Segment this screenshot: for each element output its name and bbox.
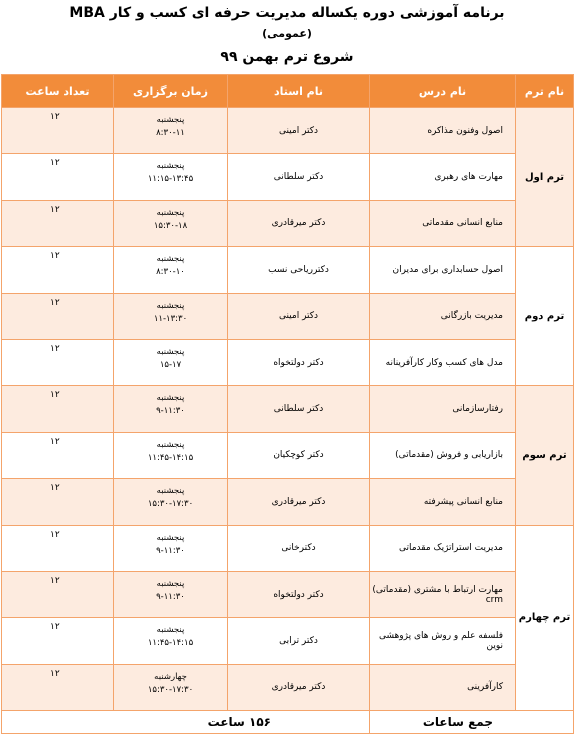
session-hours-range: ۸:۳۰-۱۱ [156,128,185,138]
session-day: پنجشنبه [156,439,185,450]
session-day: پنجشنبه [156,115,185,125]
hours-count: ۱۲ [2,618,114,664]
session-time [114,154,228,200]
session-time [114,432,228,478]
session-day: پنجشنبه [156,486,185,497]
teacher-name: دکتر سلطانی [228,154,370,200]
term-start: شروع ترم بهمن ۹۹ [220,49,354,65]
col-hours-header: تعداد ساعت [2,75,114,108]
table-row [2,339,574,385]
hours-count: ۱۲ [2,154,114,200]
table-row [2,200,574,246]
session-day: پنجشنبه [156,161,185,172]
total-row [2,711,574,734]
teacher-name: دکترخانی [228,525,370,571]
course-name: مدیریت بازرگانی [370,293,516,339]
page-subtitle: (عمومی) [262,27,312,40]
session-hours-range: ۱۱:۱۵-۱۳:۴۵ [147,174,194,185]
session-day: چهارشنبه [154,671,187,682]
term-name: ترم اول [516,108,574,247]
session-hours-range: ۹-۱۱:۳۰ [156,591,185,602]
session-hours-range: ۸:۳۰-۱۰ [156,267,185,278]
session-hours-range: ۱۱:۴۵-۱۴:۱۵ [147,638,194,649]
teacher-name: دکتر میرقادری [228,479,370,525]
session-time [114,108,228,154]
schedule-table [1,74,574,734]
session-time [114,664,228,710]
session-time [114,200,228,246]
course-name: مدیریت استراتژیک مقدماتی [370,525,516,571]
table-row [2,618,574,664]
table-row [2,479,574,525]
course-name: اصول حسابداری برای مدیران [370,247,516,293]
table-row [2,571,574,617]
teacher-name: دکتر سلطانی [228,386,370,432]
table-row [2,525,574,571]
course-name: منابع انسانی مقدماتی [370,200,516,246]
col-teacher-header: نام استاد [228,75,370,108]
course-name: مهارت ارتباط با مشتری (مقدماتی) crm [370,571,516,617]
session-hours-range: ۱۱:۴۵-۱۴:۱۵ [147,452,194,463]
course-name: فلسفه علم و روش های پژوهشی نوین [370,618,516,664]
course-name: کارآفرینی [370,664,516,710]
session-hours-range: ۱۵-۱۷ [159,359,182,370]
hours-count: ۱۲ [2,247,114,293]
session-hours-range: ۱۵:۳۰-۱۷:۳۰ [147,684,194,695]
hours-count: ۱۲ [2,200,114,246]
page-header [0,0,574,72]
session-time [114,618,228,664]
hours-count: ۱۲ [2,108,114,154]
session-day: پنجشنبه [156,578,185,589]
teacher-name: دکتر میرقادری [228,664,370,710]
course-name: اصول وفنون مذاکره [370,108,516,154]
session-day: پنجشنبه [156,207,185,218]
teacher-name: دکتر ترابی [228,618,370,664]
session-day: پنجشنبه [156,393,185,404]
table-row [2,293,574,339]
session-hours-range: ۱۵:۳۰-۱۸ [153,220,188,231]
table-row [2,664,574,710]
session-time [114,247,228,293]
session-time [114,525,228,571]
teacher-name: دکتر میرقادری [228,200,370,246]
session-hours-range: ۱۱-۱۳:۳۰ [153,313,188,324]
course-name: مهارت های رهبری [370,154,516,200]
session-day: پنجشنبه [156,625,185,636]
session-time [114,293,228,339]
course-name: رفتارسازمانی [370,386,516,432]
teacher-name: دکتر دولتخواه [228,571,370,617]
session-day: پنجشنبه [156,532,185,543]
session-time [114,479,228,525]
col-time-header: زمان برگزاری [114,75,228,108]
hours-count: ۱۲ [2,571,114,617]
session-time [114,571,228,617]
course-name: منابع انسانی پیشرفته [370,479,516,525]
term-name: ترم دوم [516,247,574,386]
hours-count: ۱۲ [2,339,114,385]
hours-count: ۱۲ [2,386,114,432]
hours-count: ۱۲ [2,432,114,478]
hours-count: ۱۲ [2,293,114,339]
session-day: پنجشنبه [156,300,185,311]
col-term-header: نام ترم [516,75,574,108]
table-row [2,247,574,293]
teacher-name: دکتر کوچکیان [228,432,370,478]
session-hours-range: ۹-۱۱:۳۰ [156,545,185,556]
col-course-header: نام درس [370,75,516,108]
course-name: مدل های کسب وکار کارآفرینانه [370,339,516,385]
hours-count: ۱۲ [2,479,114,525]
total-value: ۱۵۶ ساعت [2,711,370,734]
session-time [114,339,228,385]
session-hours-range: ۱۵:۳۰-۱۷:۳۰ [147,499,194,510]
page-title: برنامه آموزشی دوره یکساله مدیریت حرفه ای کسب و کار MBA [69,5,505,21]
session-hours-range: ۹-۱۱:۳۰ [156,406,185,417]
teacher-name: دکتر امینی [228,293,370,339]
schedule-body [2,108,574,711]
table-row [2,386,574,432]
table-row [2,108,574,154]
teacher-name: دکترریاحی نسب [228,247,370,293]
term-name: ترم چهارم [516,525,574,711]
hours-count: ۱۲ [2,525,114,571]
table-row [2,154,574,200]
teacher-name: دکتر امینی [228,108,370,154]
course-name: بازاریابی و فروش (مقدماتی) [370,432,516,478]
session-day: پنجشنبه [156,254,185,265]
session-day: پنجشنبه [156,346,185,357]
table-row [2,432,574,478]
teacher-name: دکتر دولتخواه [228,339,370,385]
table-header-row [2,75,574,108]
session-time [114,386,228,432]
hours-count: ۱۲ [2,664,114,710]
term-name: ترم سوم [516,386,574,525]
total-label: جمع ساعات [370,711,574,734]
